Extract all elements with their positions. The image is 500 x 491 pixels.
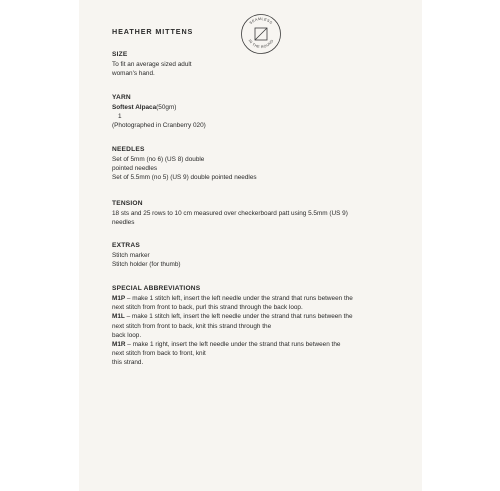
extras-heading: EXTRAS [112,242,140,249]
extras-section [112,241,412,269]
abbreviation-term: M1L [112,313,125,321]
needles-line: Set of 5.5mm (no 5) (US 9) double pointed needles [112,174,257,182]
abbreviation-m1r [112,340,412,349]
abbreviation-text: next stitch from front to back, knit this strand through the [112,322,272,330]
tension-line: 18 sts and 25 rows to 10 cm measured over checkerboard patt using 5.5mm (US 9) [112,210,348,217]
yarn-weight: (50gm) [156,104,177,111]
pattern-page [79,0,422,491]
tension-heading: TENSION [112,200,143,207]
abbreviation-term: M1R [112,341,126,349]
extras-line: Stitch holder (for thumb) [112,261,181,269]
abbreviation-text: this strand. [112,359,144,367]
abbreviations-section [112,284,412,368]
needles-heading: NEEDLES [112,146,145,153]
yarn-quantity: 1 [118,113,122,121]
size-line: woman's hand. [112,70,155,78]
size-line: To fit an average sized adult [112,61,192,68]
yarn-section [112,93,412,131]
seamless-stamp-icon [240,13,282,55]
size-section [112,50,412,78]
abbreviation-text: next stitch from back to front, knit [112,350,206,358]
tension-line: needles [112,219,135,227]
needles-line: pointed needles [112,165,158,173]
yarn-photo-note: (Photographed in Cranberry 020) [112,122,206,130]
pattern-title: HEATHER MITTENS [112,27,194,36]
yarn-line [112,103,412,112]
tension-section [112,199,412,227]
size-heading: SIZE [112,51,128,58]
abbreviation-m1p [112,294,412,303]
abbreviation-text: back loop. [112,331,142,339]
svg-text:IN THE ROUND: IN THE ROUND [247,38,275,50]
abbreviation-text: – make 1 right, insert the left needle under the strand that runs between the [125,341,341,349]
yarn-heading: YARN [112,94,131,101]
abbreviation-m1l [112,312,412,321]
abbreviation-text: next stitch from front to back, purl this strand through the back loop. [112,304,303,312]
needles-section [112,145,412,183]
abbreviation-text: – make 1 stitch left, insert the left needle under the strand that runs between the [124,313,353,321]
abbreviation-term: M1P [112,295,126,302]
svg-text:SEAMLESS: SEAMLESS [248,16,274,26]
extras-line: Stitch marker [112,252,150,259]
abbreviation-text: – make 1 stitch left, insert the left needle under the strand that runs between the [125,295,353,302]
needles-line: Set of 5mm (no 6) (US 8) double [112,156,205,163]
abbreviations-heading: SPECIAL ABBREVIATIONS [112,285,201,292]
yarn-name: Softest Alpaca [112,104,157,111]
